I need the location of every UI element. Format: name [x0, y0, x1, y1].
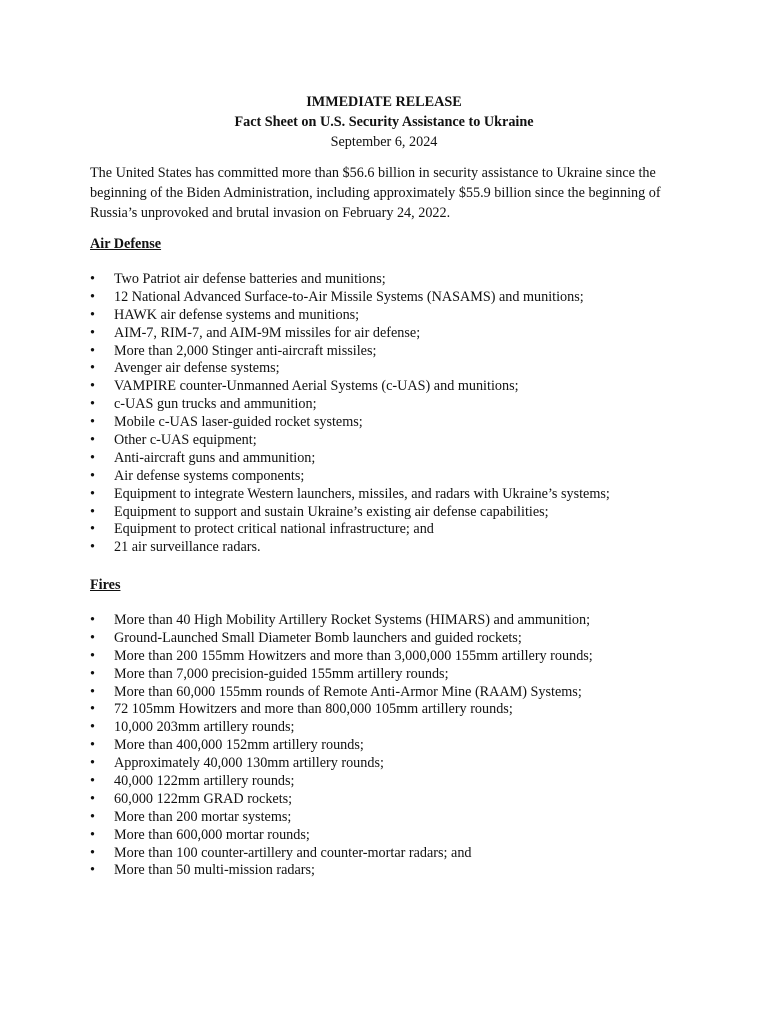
- bullet-icon: •: [90, 271, 95, 287]
- bullet-icon: •: [90, 647, 95, 664]
- bullet-icon: •: [90, 306, 95, 323]
- list-item-text: Mobile c-UAS laser-guided rocket systems;: [114, 414, 363, 431]
- bullet-icon: •: [90, 719, 95, 736]
- bullet-icon: •: [90, 862, 95, 879]
- bullet-icon: •: [90, 288, 95, 305]
- list-item-text: More than 50 multi-mission radars;: [114, 862, 315, 879]
- bullet-icon: •: [90, 790, 95, 807]
- list-item: [90, 360, 610, 378]
- list-item: [90, 432, 610, 450]
- list-item: [90, 486, 610, 504]
- list-item-text: More than 400,000 152mm artillery rounds;: [114, 737, 364, 754]
- document-date: September 6, 2024: [330, 134, 438, 150]
- list-item-text: 21 air surveillance radars.: [114, 539, 261, 556]
- bullet-icon: •: [90, 324, 95, 341]
- list-item: [90, 414, 610, 432]
- list-item: [90, 450, 610, 468]
- list-item: [90, 737, 593, 755]
- list-item-text: More than 2,000 Stinger anti-aircraft missiles;: [114, 342, 377, 359]
- bullet-icon: •: [90, 539, 95, 556]
- bullet-icon: •: [90, 773, 95, 790]
- list-item: [90, 862, 593, 880]
- list-item: [90, 827, 593, 845]
- list-item-text: HAWK air defense systems and munitions;: [114, 306, 360, 323]
- list-item-text: Ground-Launched Small Diameter Bomb launchers and guided rockets;: [114, 629, 522, 646]
- document-header: [0, 92, 768, 152]
- list-item-text: Equipment to integrate Western launchers, missiles, and radars with Ukraine’s systems;: [114, 485, 610, 502]
- list-item-text: VAMPIRE counter-Unmanned Aerial Systems (c-UAS) and munitions;: [114, 378, 519, 395]
- bullet-icon: •: [90, 629, 95, 646]
- bullet-icon: •: [90, 755, 95, 772]
- bullet-icon: •: [90, 612, 95, 628]
- list-item-text: 60,000 122mm GRAD rockets;: [114, 790, 293, 807]
- list-item-text: Two Patriot air defense batteries and munitions;: [114, 271, 386, 287]
- bullet-icon: •: [90, 485, 95, 502]
- list-item: [90, 773, 593, 791]
- list-item-text: 10,000 203mm artillery rounds;: [114, 719, 295, 736]
- bullet-icon: •: [90, 396, 95, 413]
- list-item: [90, 343, 610, 361]
- bullet-icon: •: [90, 378, 95, 395]
- list-item-text: c-UAS gun trucks and ammunition;: [114, 396, 317, 413]
- bullet-icon: •: [90, 665, 95, 682]
- list-item-text: 72 105mm Howitzers and more than 800,000 105mm artillery rounds;: [114, 701, 513, 718]
- list-item: [90, 468, 610, 486]
- list-item-text: Avenger air defense systems;: [114, 360, 280, 377]
- list-item-text: More than 7,000 precision-guided 155mm artillery rounds;: [114, 665, 449, 682]
- document-title: Fact Sheet on U.S. Security Assistance to Ukraine: [234, 114, 534, 130]
- list-item: [90, 684, 593, 702]
- list-item: [90, 755, 593, 773]
- list-item: [90, 648, 593, 666]
- list-item-text: Anti-aircraft guns and ammunition;: [114, 449, 316, 466]
- list-item: [90, 325, 610, 343]
- list-item: [90, 396, 610, 414]
- section-heading-fires: Fires: [90, 577, 121, 593]
- list-item-text: Other c-UAS equipment;: [114, 432, 257, 449]
- list-item: [90, 630, 593, 648]
- list-item: [90, 289, 610, 307]
- list-item: [90, 791, 593, 809]
- list-item: [90, 271, 610, 289]
- list-item-text: Equipment to protect critical national infrastructure; and: [114, 521, 434, 538]
- section-heading-air-defense: Air Defense: [90, 236, 162, 252]
- list-item-text: More than 600,000 mortar rounds;: [114, 826, 310, 843]
- bullet-icon: •: [90, 503, 95, 520]
- bullet-icon: •: [90, 844, 95, 861]
- bullet-icon: •: [90, 432, 95, 449]
- bullet-icon: •: [90, 701, 95, 718]
- list-item: [90, 809, 593, 827]
- list-item-text: More than 40 High Mobility Artillery Rocket Systems (HIMARS) and ammunition;: [114, 612, 591, 628]
- bullet-icon: •: [90, 521, 95, 538]
- release-label: IMMEDIATE RELEASE: [306, 94, 462, 110]
- bullet-icon: •: [90, 414, 95, 431]
- air-defense-list: [90, 271, 610, 557]
- intro-paragraph: The United States has committed more than $56.6 billion in security assistance to Ukraine since the beginning of the Biden Administration, including approximately $55.9 billion since the beginning of Russia’s unprovoked and brutal invasion on February 24, 2022.: [90, 165, 661, 221]
- bullet-icon: •: [90, 737, 95, 754]
- list-item-text: More than 200 mortar systems;: [114, 808, 292, 825]
- bullet-icon: •: [90, 683, 95, 700]
- list-item: [90, 701, 593, 719]
- bullet-icon: •: [90, 467, 95, 484]
- bullet-icon: •: [90, 808, 95, 825]
- list-item-text: More than 100 counter-artillery and counter-mortar radars; and: [114, 844, 472, 861]
- list-item: [90, 504, 610, 522]
- list-item: [90, 719, 593, 737]
- list-item: [90, 612, 593, 630]
- bullet-icon: •: [90, 342, 95, 359]
- list-item: [90, 539, 610, 557]
- list-item-text: 12 National Advanced Surface-to-Air Missile Systems (NASAMS) and munitions;: [114, 288, 584, 305]
- list-item: [90, 845, 593, 863]
- list-item-text: AIM-7, RIM-7, and AIM-9M missiles for air defense;: [114, 324, 421, 341]
- bullet-icon: •: [90, 360, 95, 377]
- list-item: [90, 666, 593, 684]
- list-item: [90, 307, 610, 325]
- bullet-icon: •: [90, 449, 95, 466]
- list-item-text: Approximately 40,000 130mm artillery rounds;: [114, 755, 384, 772]
- list-item: [90, 521, 610, 539]
- list-item-text: Equipment to support and sustain Ukraine’s existing air defense capabilities;: [114, 503, 549, 520]
- list-item-text: Air defense systems components;: [114, 467, 305, 484]
- list-item-text: More than 200 155mm Howitzers and more than 3,000,000 155mm artillery rounds;: [114, 647, 593, 664]
- fires-list: [90, 612, 593, 880]
- list-item: [90, 378, 610, 396]
- list-item-text: 40,000 122mm artillery rounds;: [114, 773, 295, 790]
- bullet-icon: •: [90, 826, 95, 843]
- list-item-text: More than 60,000 155mm rounds of Remote Anti-Armor Mine (RAAM) Systems;: [114, 683, 582, 700]
